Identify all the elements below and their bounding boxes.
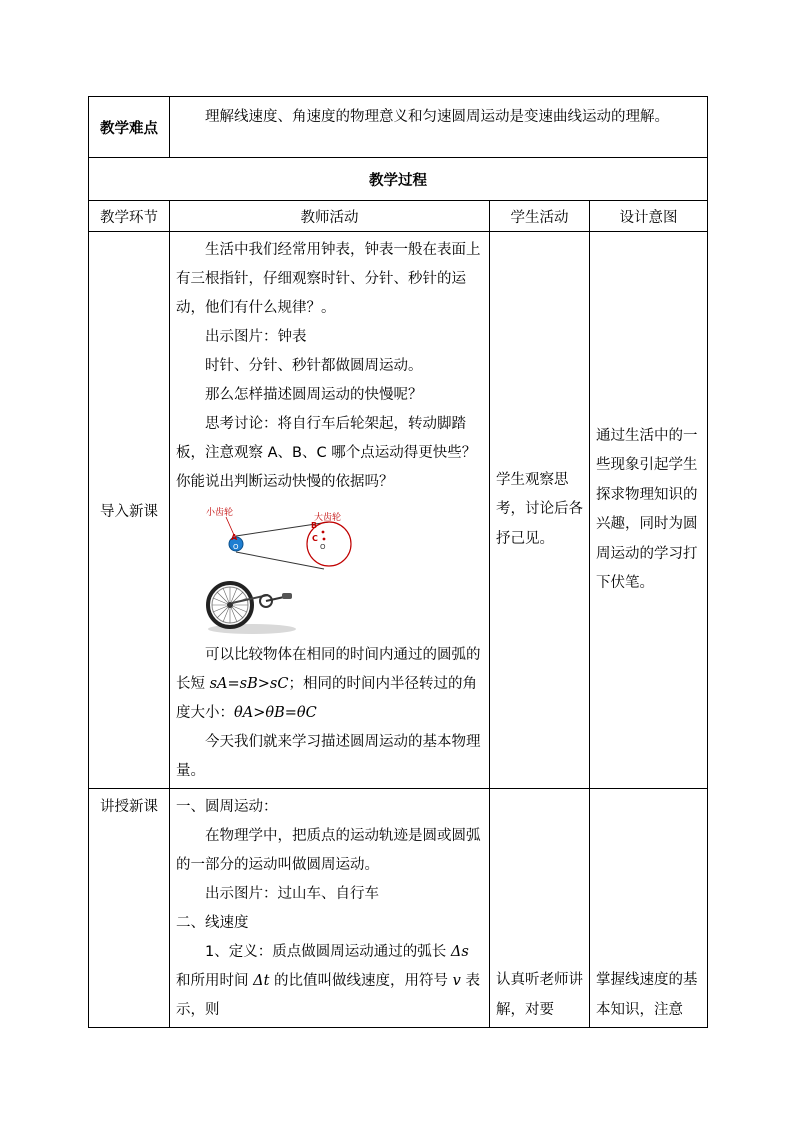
intro-para-6-text-b: ；相同的时间内半径转过的角度大小：: [176, 676, 477, 721]
lesson-plan-table: [88, 96, 708, 1028]
student-activity-lecture: 认真听老师讲解，对要: [490, 789, 590, 1028]
intro-para-1: 生活中我们经常用钟表，钟表一般在表面上有三根指针，仔细观察时针、分针、秒针的运动，他们有什么规律？。: [176, 242, 481, 316]
symbol-delta-t: Δt: [253, 973, 270, 989]
lecture-para-3-text-a: 1、定义：质点做圆周运动通过的弧长: [205, 944, 451, 960]
stage-intro: 导入新课: [89, 232, 170, 789]
intro-para-6: [176, 641, 483, 728]
design-intent-lecture: 掌握线速度的基本知识，注意: [590, 789, 708, 1028]
lecture-para-3-text-b: 和所用时间: [176, 973, 254, 989]
heading-linear-velocity: 二、线速度: [176, 915, 249, 931]
angle-comparison: θA>θB=θC: [234, 705, 317, 721]
point-c: [323, 538, 326, 541]
difficulty-row: [89, 97, 708, 158]
label-o2: O: [320, 543, 326, 551]
difficulty-text: 理解线速度、角速度的物理意义和匀速圆周运动是变速曲线运动的理解。: [205, 109, 669, 125]
stage-lecture: [89, 789, 170, 1028]
crank-arm: [266, 597, 284, 601]
design-intent-intro: 通过生活中的一些现象引起学生探求物理知识的兴趣，同时为圆周运动的学习打下伏笔。: [590, 232, 708, 789]
header-student: 学生活动: [490, 201, 590, 232]
header-row: [89, 201, 708, 232]
label-c: C: [312, 534, 318, 543]
label-a: A: [231, 533, 238, 542]
difficulty-label: 教学难点: [89, 97, 170, 158]
intro-para-4: 那么怎样描述圆周运动的快慢呢？: [205, 387, 423, 403]
intro-para-6-text-a: 可以比较物体在相同的时间内通过的圆弧的长短: [176, 647, 481, 692]
label-small-gear: 小齿轮: [206, 508, 234, 518]
teacher-activity-lecture: [170, 789, 490, 1028]
student-activity-intro: 学生观察思考，讨论后各抒己见。: [490, 232, 590, 789]
symbol-delta-s: Δs: [450, 944, 469, 960]
lecture-para-3-text-c: 的比值叫做线速度，用符号: [269, 973, 453, 989]
bicycle-wheel-photo: [206, 577, 298, 635]
table-row: [89, 232, 708, 789]
lecture-para-3-text-d: 表示，则: [176, 973, 480, 1018]
table-row: [89, 789, 708, 1028]
lecture-para-2: 出示图片：过山车、自行车: [205, 886, 379, 902]
symbol-v: v: [452, 973, 461, 989]
heading-circular-motion: 一、圆周运动：: [176, 799, 278, 815]
lecture-para-3: [176, 938, 483, 1025]
header-stage: 教学环节: [89, 201, 170, 232]
intro-para-2: 出示图片：钟表: [205, 329, 307, 345]
gear-diagram: [206, 503, 366, 575]
pedal: [282, 593, 292, 599]
header-teacher: 教师活动: [170, 201, 490, 232]
label-b: B: [311, 521, 318, 530]
teacher-activity-intro: [170, 232, 490, 789]
label-o1: O: [233, 543, 239, 551]
intro-para-7: 今天我们就来学习描述圆周运动的基本物理量。: [176, 734, 481, 779]
label-large-gear: 大齿轮: [314, 513, 342, 523]
arc-comparison: sA=sB>sC: [209, 676, 289, 692]
lecture-para-1: 在物理学中，把质点的运动轨迹是圆或圆弧的一部分的运动叫做圆周运动。: [176, 828, 481, 873]
process-title-row: [89, 158, 708, 201]
intro-para-3: 时针、分针、秒针都做圆周运动。: [205, 358, 423, 374]
point-b: [322, 531, 325, 534]
stage-lecture-label: 讲授新课: [100, 799, 158, 815]
intro-para-5: 思考讨论：将自行车后轮架起，转动脚踏板，注意观察 A、B、C 哪个点运动得更快些？你能说出判断运动快慢的依据吗？: [176, 416, 477, 490]
process-title: 教学过程: [89, 158, 708, 201]
chain-bottom: [236, 552, 324, 569]
header-intent: 设计意图: [590, 201, 708, 232]
